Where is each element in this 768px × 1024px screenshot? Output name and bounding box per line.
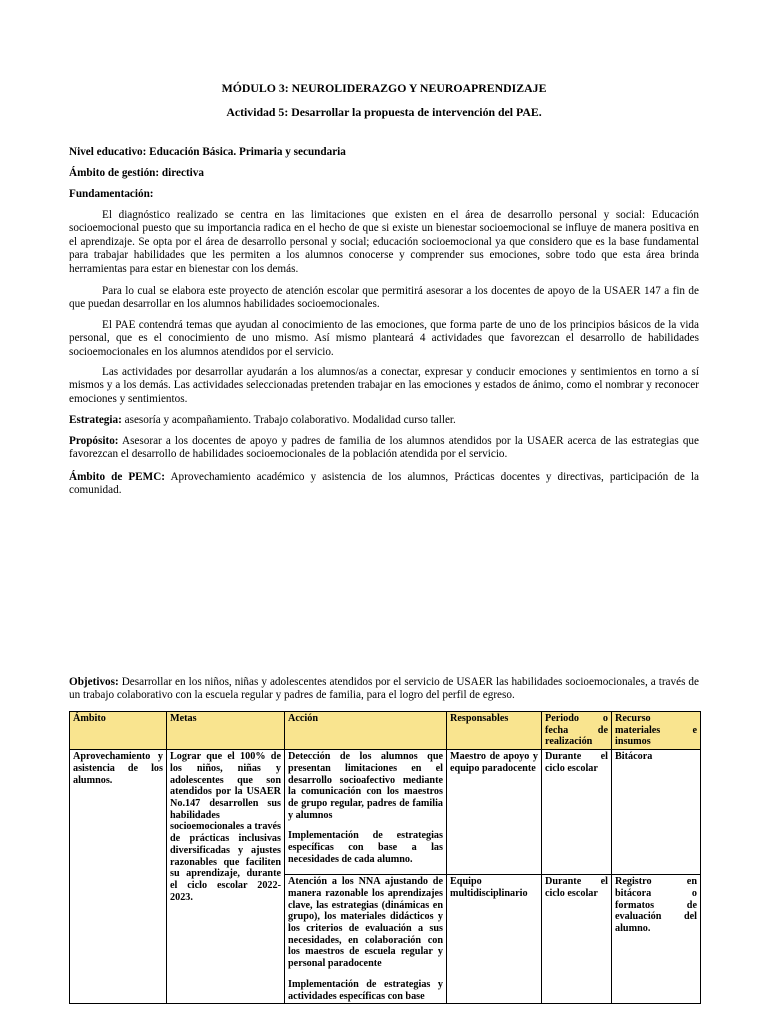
objetivos-label: Objetivos: xyxy=(69,676,119,688)
proposito-value: Asesorar a los docentes de apoyo y padres de familia de los alumnos atendidos por la USAER acerca de las estrategias que favorezcan el desarrollo de habilidades socioemocionales de la población atendida por el servicio. xyxy=(69,435,699,461)
objectives-table xyxy=(69,711,701,1004)
fundamentacion-label: Fundamentación: xyxy=(69,188,154,200)
header-accion: Acción xyxy=(285,712,447,750)
fundamentacion-heading xyxy=(69,188,699,201)
accion-2-part-2: Implementación de estrategias y actividades específicas con base xyxy=(288,978,443,1002)
paragraph-3: El PAE contendrá temas que ayudan al conocimiento de las emociones, que forma parte de uno de los principios básicos de la vida personal, que es el conocimiento de uno mismo. Así mismo planteará 4 actividades que favorezcan el desarrollo de habilidades socioemocionales en los alumnos atendidos por el servicio. xyxy=(69,319,699,358)
paragraph-1: El diagnóstico realizado se centra en las limitaciones que existen en el área de desarrollo personal y social: Educación socioemocional puesto que su importancia radica en el hecho de que si existe un bienestar socioemocional se influye de manera positiva en el aprendizaje. Se opta por el área de desarrollo personal y social; educación socioemocional ya que considero que es la base fundamental para trabajar habilidades que les permiten a los alumnos conocerse y comprender sus emociones, sobre todo que esta área brinda herramientas para estar en bienestar con los demás. xyxy=(69,209,699,275)
estrategia-line xyxy=(69,414,699,427)
activity-title: Actividad 5: Desarrollar la propuesta de intervención del PAE. xyxy=(226,105,542,119)
pemc-line xyxy=(69,471,699,498)
cell-recurso-1: Bitácora xyxy=(612,750,701,875)
cell-recurso-2: Registro en bitácora o formatos de evaluación del alumno. xyxy=(612,875,701,1004)
ambito-value: directiva xyxy=(161,167,204,179)
estrategia-label: Estrategia: xyxy=(69,414,122,426)
cell-metas: Lograr que el 100% de los niños, niñas y adolescentes que son atendidos por la USAER No.147 desarrollen sus habilidades socioemocionales a través de prácticas inclusivas diversificadas y ajustes razonables que faciliten su aprendizaje, durante el ciclo escolar 2022-2023. xyxy=(167,750,285,1004)
ambito-gestion-line xyxy=(69,167,699,180)
accion-2-part-1: Atención a los NNA ajustando de manera razonable los aprendizajes clave, las estrategias (dinámicas en grupo), los materiales didácticos y los criterios de evaluación a sus necesidades, en colaboración con los maestros de escuela regular y personal paradocente xyxy=(288,876,443,970)
objetivos-line xyxy=(69,676,699,703)
header-metas: Metas xyxy=(167,712,285,750)
proposito-line xyxy=(69,435,699,462)
nivel-value: Educación Básica. Primaria y secundaria xyxy=(149,146,346,158)
nivel-educativo-line xyxy=(69,146,699,159)
ambito-label: Ámbito de gestión: xyxy=(69,167,160,179)
cell-responsables-2: Equipo multidisciplinario xyxy=(447,875,542,1004)
cell-accion-1 xyxy=(285,750,447,875)
proposito-label: Propósito: xyxy=(69,435,119,447)
paragraph-4: Las actividades por desarrollar ayudarán a los alumnos/as a conectar, expresar y conducir emociones y sentimientos en torno a sí mismos y a los demás. Las actividades seleccionadas pretenden trabajar en las emociones y estados de ánimo, como el nombrar y reconocer emociones y sentimientos. xyxy=(69,366,699,405)
cell-periodo-1: Durante el ciclo escolar xyxy=(542,750,612,875)
header-periodo: Periodo o fecha de realización xyxy=(542,712,612,750)
estrategia-value: asesoría y acompañamiento. Trabajo colaborativo. Modalidad curso taller. xyxy=(121,414,456,426)
header-ambito: Ámbito xyxy=(70,712,167,750)
paragraph-2: Para lo cual se elabora este proyecto de atención escolar que permitirá asesorar a los docentes de apoyo de la USAER 147 a fin de que puedan desarrollar en los alumnos habilidades socioemocionales. xyxy=(69,285,699,311)
table-header-row xyxy=(70,712,701,750)
table-row xyxy=(70,750,701,875)
header-recurso: Recurso materiales e insumos xyxy=(612,712,701,750)
header-responsables: Responsables xyxy=(447,712,542,750)
cell-accion-2 xyxy=(285,875,447,1004)
nivel-label: Nivel educativo: xyxy=(69,146,147,158)
cell-ambito: Aprovechamiento y asistencia de los alumnos. xyxy=(70,750,167,1004)
accion-1-part-1: Detección de los alumnos que presentan limitaciones en el desarrollo socioafectivo mediante la comunicación con los maestros de grupo regular, padres de familia y alumnos xyxy=(288,751,443,821)
objetivos-value: Desarrollar en los niños, niñas y adolescentes atendidos por el servicio de USAER las habilidades socioemocionales, a través de un trabajo colaborativo con la escuela regular y padres de familia, para el logro del perfil de egreso. xyxy=(69,676,699,702)
pemc-label: Ámbito de PEMC: xyxy=(69,471,166,483)
cell-responsables-1: Maestro de apoyo y equipo paradocente xyxy=(447,750,542,875)
pemc-value: Aprovechamiento académico y asistencia de los alumnos, Prácticas docentes y directivas, participación de la comunidad. xyxy=(69,471,699,497)
cell-periodo-2: Durante el ciclo escolar xyxy=(542,875,612,1004)
module-title: MÓDULO 3: NEUROLIDERAZGO Y NEUROAPRENDIZAJE xyxy=(221,81,547,95)
accion-1-part-2: Implementación de estrategias específicas con base a las necesidades de cada alumno. xyxy=(288,830,443,865)
